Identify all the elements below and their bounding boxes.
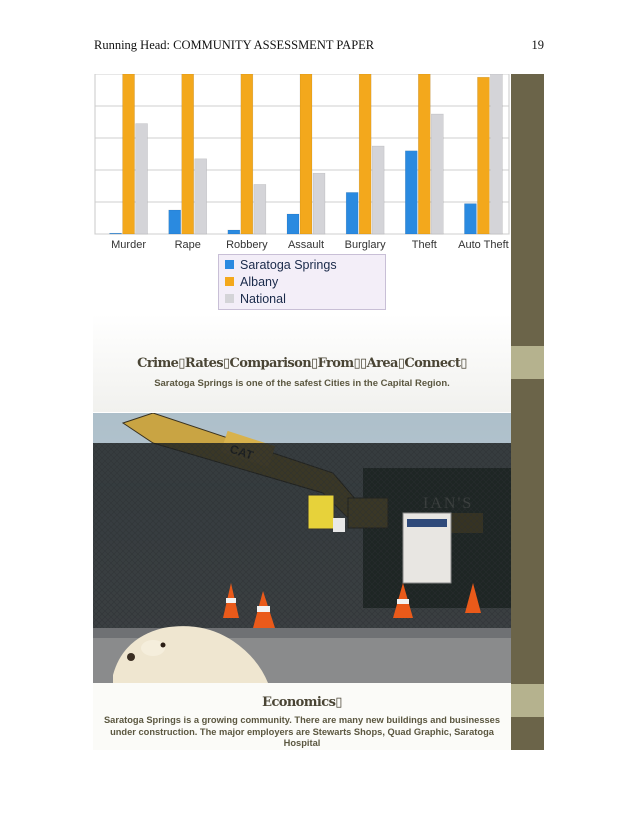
bar-rape-national [195, 159, 207, 234]
bar-auto-theft-albany [477, 77, 489, 234]
x-tick-label-auto-theft: Auto Theft [458, 239, 509, 251]
strip-segment-dark-1 [511, 74, 544, 346]
x-tick-label-assault: Assault [287, 239, 325, 251]
legend-swatch-national [225, 294, 234, 303]
bar-robbery-saratoga-springs [228, 230, 240, 234]
crime-caption-title: Crime▯Rates▯Comparison▯From▯▯Area▯Connect▯ [137, 356, 467, 371]
bar-theft-albany [418, 74, 430, 234]
bar-assault-albany [300, 74, 312, 234]
x-tick-label-theft: Theft [411, 239, 437, 251]
strip-segment-dark-3 [511, 717, 544, 750]
strip-segment-light-2 [511, 684, 544, 717]
chart-legend [218, 254, 386, 310]
bar-assault-national [313, 173, 325, 234]
bar-burglary-national [372, 146, 384, 234]
bar-rape-saratoga-springs [169, 210, 181, 234]
bar-burglary-albany [359, 74, 371, 234]
bar-robbery-national [254, 184, 266, 234]
x-tick-label-rape: Rape [174, 239, 201, 251]
economics-title: Economics▯ [262, 695, 342, 710]
legend-swatch-albany [225, 277, 234, 286]
running-head-title: Running Head: COMMUNITY ASSESSMENT PAPER [94, 38, 375, 52]
bar-assault-saratoga-springs [287, 214, 299, 234]
decorative-side-strip [511, 74, 544, 750]
bar-robbery-albany [241, 74, 253, 234]
crime-chart [93, 74, 511, 314]
bar-theft-saratoga-springs [405, 151, 417, 234]
panel-content [93, 74, 511, 750]
legend-item-national [225, 291, 286, 308]
page-number: 19 [531, 38, 544, 52]
x-tick-label-murder: Murder [111, 239, 146, 251]
running-header [94, 38, 544, 54]
legend-label-albany: Albany [240, 275, 279, 289]
x-tick-label-robbery: Robbery [226, 239, 268, 251]
strip-segment-light-1 [511, 346, 544, 379]
legend-item-albany [225, 274, 278, 291]
crime-caption-text: Saratoga Springs is one of the safest Cities in the Capital Region. [154, 378, 450, 389]
bar-murder-saratoga-springs [110, 233, 122, 234]
economics-text: Saratoga Springs is a growing community. There are many new buildings and businesses under construction. The major employers are Stewarts Shops, Quad Graphic, Saratoga Hospital [103, 715, 501, 748]
economics-box [93, 683, 511, 750]
bar-auto-theft-national [490, 74, 502, 234]
newsletter-panel [93, 74, 544, 750]
crime-bar-chart [93, 74, 511, 252]
bar-murder-albany [123, 74, 135, 234]
x-tick-label-burglary: Burglary [344, 239, 386, 251]
legend-item-saratoga [225, 257, 337, 274]
bar-auto-theft-saratoga-springs [464, 204, 476, 234]
strip-segment-dark-2 [511, 379, 544, 684]
bar-rape-albany [182, 74, 194, 234]
legend-label-national: National [240, 292, 286, 306]
bar-burglary-saratoga-springs [346, 192, 358, 234]
construction-photo-illustration [93, 413, 511, 683]
bar-theft-national [431, 114, 443, 234]
construction-photo [93, 413, 511, 683]
bar-murder-national [136, 124, 148, 234]
crime-caption-box [93, 314, 511, 412]
legend-swatch-saratoga [225, 260, 234, 269]
legend-label-saratoga: Saratoga Springs [240, 258, 337, 272]
